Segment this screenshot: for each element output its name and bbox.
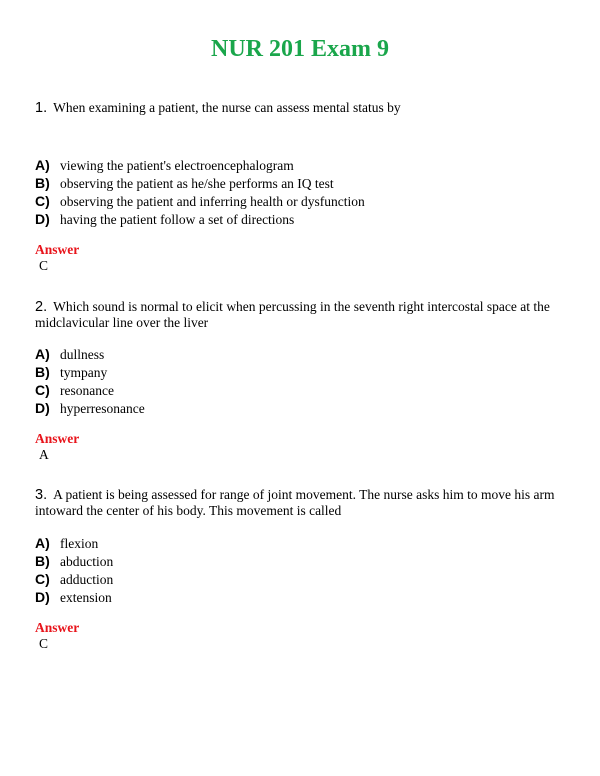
option-a xyxy=(35,534,570,552)
option-text: abduction xyxy=(60,554,114,569)
question-text: When examining a patient, the nurse can assess mental status by xyxy=(53,100,401,115)
option-d xyxy=(35,399,570,417)
option-letter: D) xyxy=(35,589,50,605)
option-b xyxy=(35,552,570,570)
option-c xyxy=(35,192,570,210)
option-a xyxy=(35,345,570,363)
option-text: observing the patient as he/she performs an IQ test xyxy=(60,176,334,191)
page-title: NUR 201 Exam 9 xyxy=(211,36,389,62)
option-d xyxy=(35,210,570,228)
option-d xyxy=(35,588,570,606)
option-letter: B) xyxy=(35,553,50,569)
option-text: tympany xyxy=(60,365,108,380)
answer-label: Answer xyxy=(35,620,80,635)
question-number: 3. xyxy=(35,487,48,503)
option-text: resonance xyxy=(60,383,114,398)
question-stem xyxy=(35,299,570,331)
answer-label: Answer xyxy=(35,431,80,446)
question-number: 2. xyxy=(35,299,48,315)
question-stem xyxy=(35,487,570,519)
options-list-3 xyxy=(35,534,570,606)
option-letter: A) xyxy=(35,346,50,362)
answer-value: A xyxy=(39,447,49,462)
option-letter: C) xyxy=(35,382,50,398)
question-text: A patient is being assessed for range of joint movement. The nurse asks him to move his arm intoward the center of his body. This movement is called xyxy=(35,487,555,518)
option-text: dullness xyxy=(60,347,105,362)
question-stem xyxy=(35,100,570,116)
question-3 xyxy=(35,487,570,519)
option-letter: B) xyxy=(35,364,50,380)
option-b xyxy=(35,174,570,192)
option-letter: D) xyxy=(35,400,50,416)
option-letter: A) xyxy=(35,535,50,551)
option-c xyxy=(35,570,570,588)
option-text: observing the patient and inferring health or dysfunction xyxy=(60,194,365,209)
question-text: Which sound is normal to elicit when percussing in the seventh right intercostal space at the midclavicular line over the liver xyxy=(35,299,550,330)
option-letter: C) xyxy=(35,193,50,209)
question-number: 1. xyxy=(35,100,48,116)
options-list-2 xyxy=(35,345,570,417)
option-letter: D) xyxy=(35,211,50,227)
option-text: extension xyxy=(60,590,112,605)
options-list-1 xyxy=(35,156,570,228)
option-letter: B) xyxy=(35,175,50,191)
option-text: hyperresonance xyxy=(60,401,145,416)
option-text: having the patient follow a set of directions xyxy=(60,212,295,227)
option-text: adduction xyxy=(60,572,114,587)
option-b xyxy=(35,363,570,381)
option-a xyxy=(35,156,570,174)
answer-label: Answer xyxy=(35,242,80,257)
option-c xyxy=(35,381,570,399)
option-text: flexion xyxy=(60,536,99,551)
answer-value: C xyxy=(39,258,49,273)
answer-value: C xyxy=(39,636,49,651)
question-2 xyxy=(35,299,570,331)
question-1 xyxy=(35,100,570,116)
option-letter: A) xyxy=(35,157,50,173)
option-letter: C) xyxy=(35,571,50,587)
option-text: viewing the patient's electroencephalogram xyxy=(60,158,294,173)
